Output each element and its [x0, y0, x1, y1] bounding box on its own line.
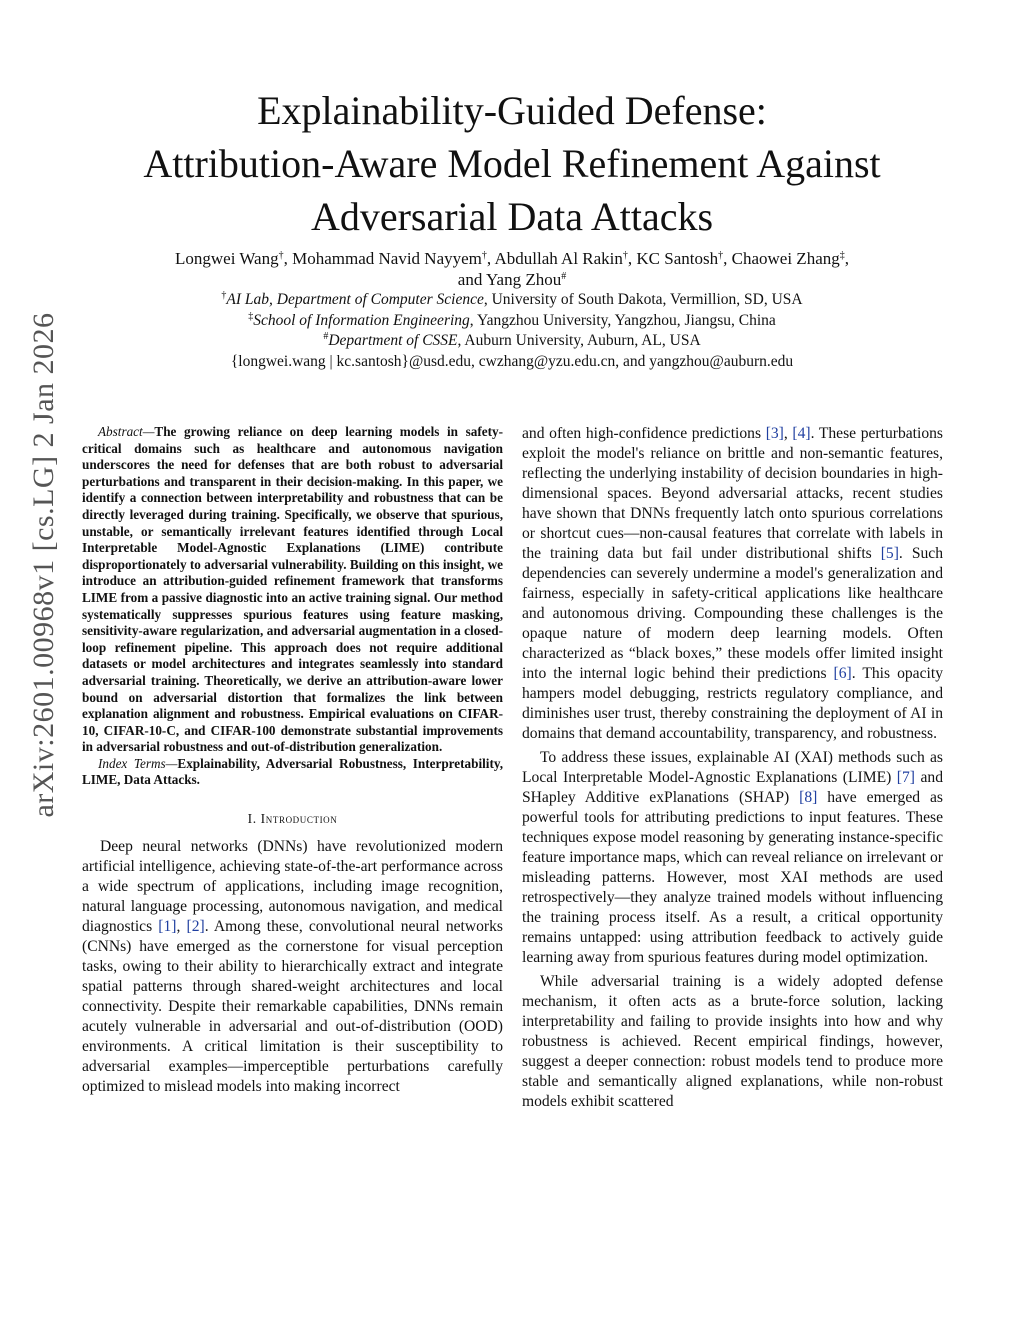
affiliation-line-3 — [70, 331, 954, 352]
affiliation-mark: # — [323, 331, 329, 342]
section-number: I. — [247, 811, 257, 827]
abstract-label: Abstract— — [98, 424, 155, 439]
intro-paragraph-2 — [522, 748, 943, 968]
citation-link[interactable]: [4] — [792, 425, 811, 442]
affiliation-mark: † — [278, 250, 284, 261]
affiliation-line-2 — [70, 311, 954, 332]
intro-paragraph-1-continued — [522, 424, 943, 744]
citation-link[interactable]: [2] — [186, 918, 205, 936]
body-text: . Such dependencies can severely undermine a model's generalization and fairness, especially in safety-critical applications like healthcare and autonomous driving. Compounding these challenges is the opaque nature of modern deep learning models. Often characterized as “black boxes,” these models offer limited insight into the internal logic behind their predictions — [522, 545, 944, 682]
affiliation-mark: † — [622, 250, 628, 261]
affiliation-mark: † — [221, 290, 227, 301]
intro-paragraph-3 — [522, 972, 943, 1112]
right-column — [522, 424, 943, 1112]
paper-title — [60, 84, 964, 243]
abstract — [82, 424, 503, 756]
citation-link[interactable]: [1] — [158, 918, 177, 936]
affiliation-mark: ‡ — [248, 310, 254, 322]
department-name: AI Lab, Department of Computer Science — [226, 291, 484, 308]
body-text: . This opacity hampers model debugging, restricts regulatory compliance, and diminishes user trust, thereby constraining the deployment of AI in domains that demand accountability, transparency, and robustness. — [522, 665, 943, 742]
author-name: , Chaowei Zhang — [723, 249, 840, 268]
body-text: and SHapley Additive exPlanations (SHAP) — [522, 769, 944, 806]
title-line-2: Attribution-Aware Model Refinement Against — [143, 141, 881, 186]
index-terms-label: Index Terms— — [98, 755, 178, 771]
author-list-line-1 — [70, 248, 954, 269]
department-name: School of Information Engineering — [253, 311, 470, 329]
author-name: , Mohammad Navid Nayyem — [283, 249, 482, 268]
affiliation-line-1 — [70, 290, 954, 311]
body-text: . Among these, convolutional neural networks (CNNs) have emerged as the cornerstone for visual perception tasks, owing to their ability to hierarchically extract and integrate spatial patterns through shared-weight architectures and local connectivity. Despite their remarkable capabilities, DNNs remain acutely vulnerable in adversarial and out-of-distribution (OOD) environments. A critical limitation is their susceptibility to adversarial examples—imperceptible perturbations carefully optimized to mislead models into making incorrect — [82, 918, 503, 1096]
intro-paragraph-1 — [82, 837, 503, 1097]
citation-link[interactable]: [8] — [799, 789, 818, 806]
section-heading-introduction — [82, 811, 503, 827]
body-text: and often high-confidence predictions — [522, 425, 766, 442]
arxiv-id-text: arXiv:2601.00968v1 [cs.LG] 2 Jan 2026 — [27, 312, 60, 818]
author-separator: , — [844, 249, 849, 268]
citation-link[interactable]: [6] — [833, 665, 852, 682]
body-text: , — [783, 425, 793, 442]
section-title: Introduction — [260, 811, 338, 827]
author-name: , Abdullah Al Rakin — [486, 249, 623, 268]
institution-name: , University of South Dakota, Vermillion, SD, USA — [483, 291, 803, 308]
body-text: Deep neural networks (DNNs) have revolutionized modern artificial intelligence, achieving state-of-the-art performance across a wide spectrum of applications, including image recognition, natural language processing, autonomous navigation, and medical diagnostics — [82, 838, 503, 936]
citation-link[interactable]: [5] — [880, 545, 899, 562]
index-terms-text: Explainability, Adversarial Robustness, Interpretability, LIME, Data Attacks. — [82, 755, 503, 788]
institution-name: , Auburn University, Auburn, AL, USA — [457, 332, 701, 349]
body-text: , — [176, 918, 187, 936]
body-text: . These perturbations exploit the model's reliance on brittle and non-semantic features, reflecting the underlying instability of decision boundaries in high-dimensional spaces. Beyond adversarial attacks, recent studies have shown that DNNs frequently latch onto spurious correlations or shortcut cues—non-causal features that correlate with labels in the training data but fail under distributional shifts — [522, 425, 943, 562]
department-name: Department of CSSE — [328, 332, 458, 349]
citation-link[interactable]: [3] — [765, 425, 784, 442]
abstract-text: The growing reliance on deep learning models in safety-critical domains such as healthcare and autonomous navigation underscores the need for defenses that are both robust to adversarial perturbations and transparent in their decision-making. In this paper, we identify a connection between interpretability and robustness that can be directly leveraged during training. Specifically, we observe that spurious, unstable, or semantically irrelevant features identified through Local Interpretable Model-Agnostic Explanations (LIME) contribute disproportionately to adversarial vulnerability. Building on this insight, we introduce an attribution-guided refinement framework that transforms LIME from a passive diagnostic into an active training signal. Our method systematically suppresses spurious features using feature masking, sensitivity-aware regularization, and adversarial augmentation in a closed-loop refinement pipeline. This approach does not require additional datasets or model architectures and integrates seamlessly into standard adversarial training. Theoretically, we derive an attribution-aware lower bound on adversarial distortion that formalizes the link between explanation alignment and robustness. Empirical evaluations on CIFAR-10, CIFAR-10-C, and CIFAR-100 demonstrate substantial improvements in adversarial robustness and out-of-distribution generalization. — [82, 424, 503, 755]
affiliation-mark: # — [561, 271, 567, 282]
index-terms — [82, 756, 503, 789]
affiliation-mark: † — [481, 250, 487, 261]
institution-name: , Yangzhou University, Yangzhou, Jiangsu, China — [469, 311, 776, 329]
author-emails: {longwei.wang | kc.santosh}@usd.edu, cwzhang@yzu.edu.cn, and yangzhou@auburn.edu — [230, 352, 794, 370]
author-list-line-2 — [70, 269, 954, 290]
left-column — [82, 424, 503, 1097]
title-line-3: Adversarial Data Attacks — [310, 194, 714, 239]
body-text: While adversarial training is a widely adopted defense mechanism, it often acts as a brute-force solution, lacking interpretability and failing to provide insights into how and why robustness is achieved. Recent empirical findings, however, suggest a deeper connection: robust models tend to produce more stable and semantically aligned explanations, while non-robust models exhibit scattered — [522, 973, 943, 1110]
title-line-1: Explainability-Guided Defense: — [257, 88, 767, 133]
author-name: Longwei Wang — [175, 249, 279, 268]
affiliation-mark: † — [718, 250, 724, 261]
body-text: To address these issues, explainable AI (XAI) methods such as Local Interpretable Model-Agnostic Explanations (LIME) — [522, 749, 943, 786]
body-text: have emerged as powerful tools for attributing predictions to input features. These techniques expose model reasoning by generating instance-specific feature importance maps, which can reveal reliance on irrelevant or misleading patterns. However, most XAI methods are used retrospectively—they analyze trained models without influencing the training process itself. As a result, a critical opportunity remains untapped: using attribution feedback to actively guide learning away from spurious features during model optimization. — [522, 789, 943, 966]
author-name: and Yang Zhou — [457, 270, 562, 289]
author-name: , KC Santosh — [627, 249, 719, 268]
affiliation-mark: ‡ — [839, 250, 845, 261]
author-block — [70, 248, 954, 372]
arxiv-identifier-stamp — [12, 180, 76, 950]
citation-link[interactable]: [7] — [896, 769, 915, 786]
